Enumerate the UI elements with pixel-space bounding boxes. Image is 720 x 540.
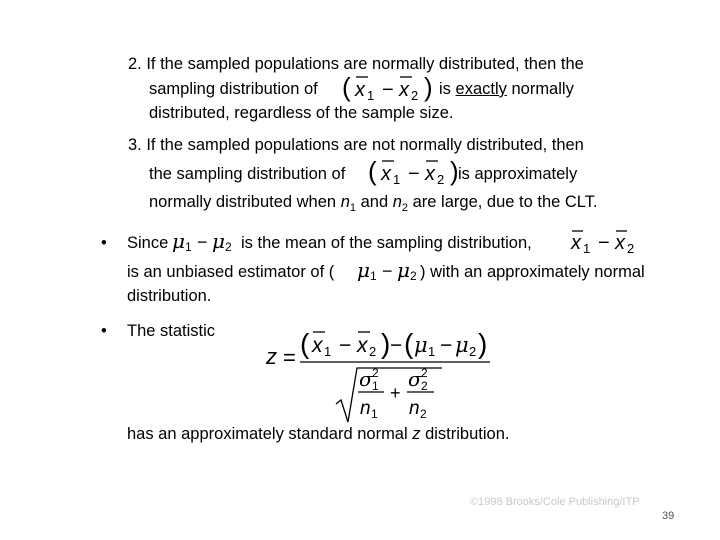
word-is: is (439, 80, 451, 98)
paren-close: ) (478, 328, 488, 359)
mu1-minus-mu2-expression (172, 228, 242, 256)
bullet1-line2-b: ) with an approximately normal (420, 263, 645, 281)
sub-one: 1 (583, 241, 591, 256)
x-var: x (425, 163, 435, 185)
paren-open: ( (404, 328, 414, 359)
point2-line2-rest (439, 79, 574, 99)
text-are-large: are large, due to the CLT. (412, 193, 598, 211)
bullet2-line1: The statistic (127, 322, 216, 340)
mu-symbol: μ (357, 258, 370, 282)
paren-close: ) (424, 72, 433, 102)
sigma-symbol: σ (408, 367, 422, 391)
bullet1-line1-b: is the mean of the sampling distribution, (241, 234, 532, 252)
x1-minus-x2-expression (342, 70, 442, 104)
sub-one: 1 (371, 407, 378, 421)
var-n: n (340, 193, 350, 211)
equals-sign: = (283, 345, 296, 370)
bullet1-line1-a: Since (127, 234, 169, 252)
text-has-approx: has an approximately standard normal (127, 425, 408, 443)
z-var: z (266, 344, 277, 369)
sub-one: 1 (324, 344, 332, 359)
sub-one: 1 (428, 344, 436, 359)
page-number: 39 (662, 510, 675, 522)
minus-sign: − (197, 232, 208, 252)
sub-one: 1 (185, 240, 192, 254)
point2-line3: distributed, regardless of the sample size. (149, 104, 454, 122)
sup-two: 2 (372, 366, 379, 380)
x-var: x (312, 334, 323, 357)
point3-line3 (149, 192, 598, 218)
x-var: x (399, 79, 409, 101)
mu-symbol: μ (397, 258, 410, 282)
minus-sign: − (382, 79, 394, 101)
mu-symbol: μ (212, 229, 225, 253)
z-statistic-formula (262, 322, 502, 430)
x-var: x (355, 79, 365, 101)
sub-one: 1 (372, 379, 379, 393)
sub-two: 2 (420, 407, 427, 421)
paren-open: ( (368, 156, 377, 186)
sub-one: 1 (370, 269, 377, 283)
x1-minus-x2-expression (368, 154, 468, 188)
paren-close: ) (450, 156, 459, 186)
paren-open: ( (300, 328, 310, 359)
text-normally-distributed-when: normally distributed when (149, 193, 337, 211)
paren-close: ) (381, 328, 391, 359)
sub-one: 1 (349, 202, 356, 214)
word-and: and (360, 193, 389, 211)
point3-line2-a: the sampling distribution of (149, 165, 346, 183)
word-exactly: exactly (455, 80, 507, 98)
copyright-footer: ©1998 Brooks/Cole Publishing/ITP (470, 496, 640, 508)
mu-symbol: μ (414, 333, 428, 357)
sub-one: 1 (367, 88, 375, 103)
plus-sign: + (390, 383, 401, 403)
minus-sign: − (382, 261, 393, 281)
x-var: x (381, 163, 391, 185)
minus-sign: − (598, 232, 610, 254)
var-n: n (392, 193, 402, 211)
x-var: x (357, 334, 368, 357)
mu1-minus-mu2-expression (357, 257, 427, 285)
sub-two: 2 (410, 269, 417, 283)
point2-line1: 2. If the sampled populations are normally distributed, then the (128, 55, 584, 73)
x-var: x (615, 232, 625, 254)
sub-two: 2 (421, 379, 428, 393)
n-var: n (360, 398, 371, 419)
minus-sign: − (408, 163, 420, 185)
sub-two: 2 (469, 344, 477, 359)
bullet2-mark: • (101, 322, 107, 340)
point3-line1: 3. If the sampled populations are not normally distributed, then (128, 136, 584, 154)
bullet1-line2-a: is an unbiased estimator of ( (127, 263, 335, 281)
sub-two: 2 (225, 240, 232, 254)
point3-line2-b: is approximately (458, 165, 578, 183)
bullet1-mark: • (101, 234, 107, 252)
sub-two: 2 (627, 241, 635, 256)
x1-minus-x2-bare (568, 224, 644, 256)
sub-one: 1 (393, 172, 401, 187)
denominator (358, 366, 434, 421)
sub-two: 2 (411, 88, 419, 103)
mu-symbol: μ (172, 229, 185, 253)
minus-sign: − (339, 334, 352, 357)
numerator (300, 328, 487, 359)
mu-symbol: μ (455, 333, 469, 357)
sigma-symbol: σ (359, 367, 373, 391)
text-distribution: distribution. (425, 425, 510, 443)
sup-two: 2 (421, 366, 428, 380)
x-var: x (571, 232, 581, 254)
sub-two: 2 (369, 344, 377, 359)
word-normally: normally (511, 80, 574, 98)
bullet1-line3: distribution. (127, 287, 212, 305)
paren-open: ( (342, 72, 351, 102)
bullet2-after-line (127, 424, 509, 444)
minus-sign: − (440, 334, 453, 357)
point2-line2-a: sampling distribution of (149, 80, 318, 98)
minus-sign: − (390, 334, 403, 357)
n-var: n (409, 398, 420, 419)
sub-two: 2 (401, 202, 409, 214)
z-var: z (412, 425, 421, 443)
sub-two: 2 (437, 172, 445, 187)
